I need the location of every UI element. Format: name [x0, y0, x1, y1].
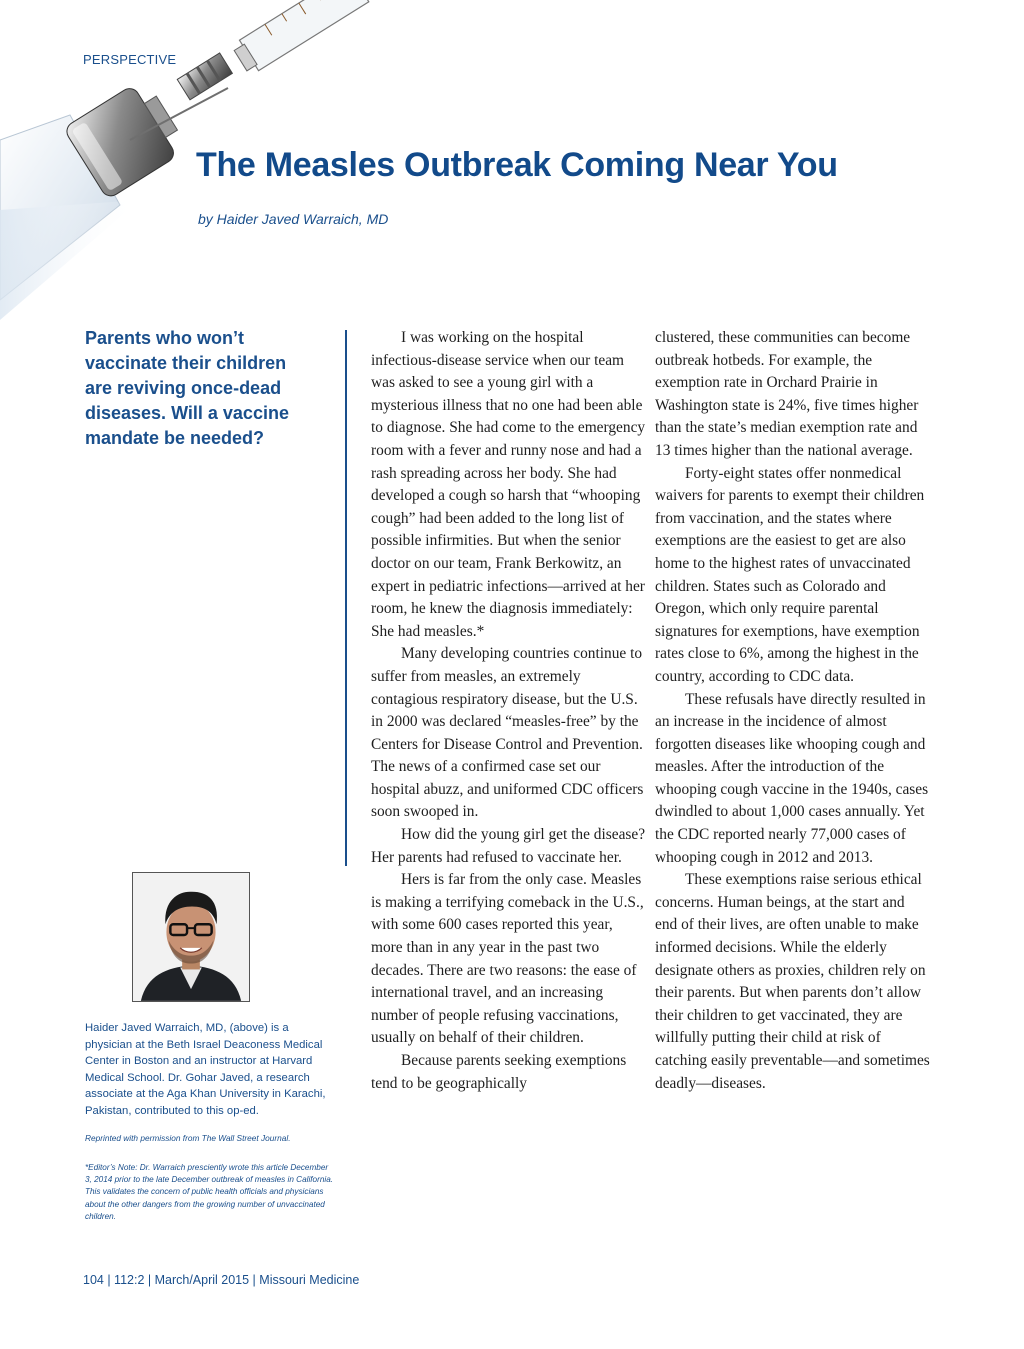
paragraph: I was working on the hospital infectious-disease service when our team was asked to see a young girl with a mysterious illness that no one had been able to diagnose. She had come to the emergency room with a fever and runny nose and had a rash spreading across her body. She had developed a cough so harsh that “whooping cough” had been added to the long list of possible infirmities. But when the senior doctor on our team, Frank Berkowitz, an expert in pediatric infections—arrived at her room, he knew the diagnosis immediately: She had measles.*	[371, 329, 646, 640]
editors-note: *Editor’s Note: Dr. Warraich presciently wrote this article December 3, 2014 prior to the late December outbreak of measles in California. This validates the concern of public health officials and physicians about the other dangers from the growing number of unvaccinated children.	[85, 1163, 334, 1221]
byline: by Haider Javed Warraich, MD	[198, 211, 389, 227]
article-title: The Measles Outbreak Coming Near You	[196, 146, 838, 184]
author-photo	[132, 872, 250, 1002]
reprint-credit: Reprinted with permission from The Wall Street Journal.	[85, 1133, 291, 1143]
page-footer: 104 | 112:2 | March/April 2015 | Missouri Medicine	[83, 1273, 360, 1287]
body-column-1	[371, 327, 646, 1095]
paragraph: These refusals have directly resulted in an increase in the incidence of almost forgotten diseases like whooping cough and measles. After the introduction of the whooping cough vaccine in the 1940s, cases dwindled to about 1,000 cases annually. Yet the CDC reported nearly 77,000 cases of whooping cough in 2012 and 2013.	[655, 690, 929, 866]
paragraph: How did the young girl get the disease? Her parents had refused to vaccinate her.	[371, 826, 646, 866]
vertical-divider	[345, 330, 347, 866]
paragraph: clustered, these communities can become outbreak hotbeds. For example, the exemption rate in Orchard Prairie in Washington state is 24%, five times higher than the state’s median exemption rate and 13 times higher than the national average.	[655, 329, 919, 459]
deck-summary: Parents who won’t vaccinate their children are reviving once-dead diseases. Will a vaccine mandate be needed?	[85, 328, 289, 448]
paragraph: These exemptions raise serious ethical concerns. Human beings, at the start and end of their lives, are often unable to make informed decisions. While the elderly designate others as proxies, children rely on their parents. But when parents don’t allow their children to get vaccinated, they are willfully putting their child at risk of catching easily preventable—and sometimes deadly—diseases.	[655, 871, 930, 1092]
paragraph: Many developing countries continue to suffer from measles, an extremely contagious respiratory disease, but the U.S. in 2000 was declared “measles-free” by the Centers for Disease Control and Prevention. The news of a confirmed case set our hospital abuzz, and uniformed CDC officers soon swooped in.	[371, 645, 644, 821]
paragraph: Hers is far from the only case. Measles is making a terrifying comeback in the U.S., with some 600 cases reported this year, more than in any year in the past two decades. There are two reasons: the ease of international travel, and an increasing number of people refusing vaccinations, usually on behalf of their children.	[371, 871, 644, 1047]
paragraph: Forty-eight states offer nonmedical waivers for parents to exempt their children from vaccination, and the states where exemptions are the easiest to get are also home to the highest rates of unvaccinated children. States such as Colorado and Oregon, which only require parental signatures for exemptions, have exemption rates close to 6%, among the highest in the country, according to CDC data.	[655, 464, 925, 685]
section-label: PERSPECTIVE	[83, 52, 177, 67]
body-column-2	[655, 327, 930, 1095]
paragraph: Because parents seeking exemptions tend to be geographically	[371, 1052, 627, 1092]
author-bio: Haider Javed Warraich, MD, (above) is a physician at the Beth Israel Deaconess Medical Center in Boston and an instructor at Harvard Medical School. Dr. Gohar Javed, a research associate at the Aga Khan University in Karachi, Pakistan, contributed to this op-ed.	[85, 1022, 326, 1117]
